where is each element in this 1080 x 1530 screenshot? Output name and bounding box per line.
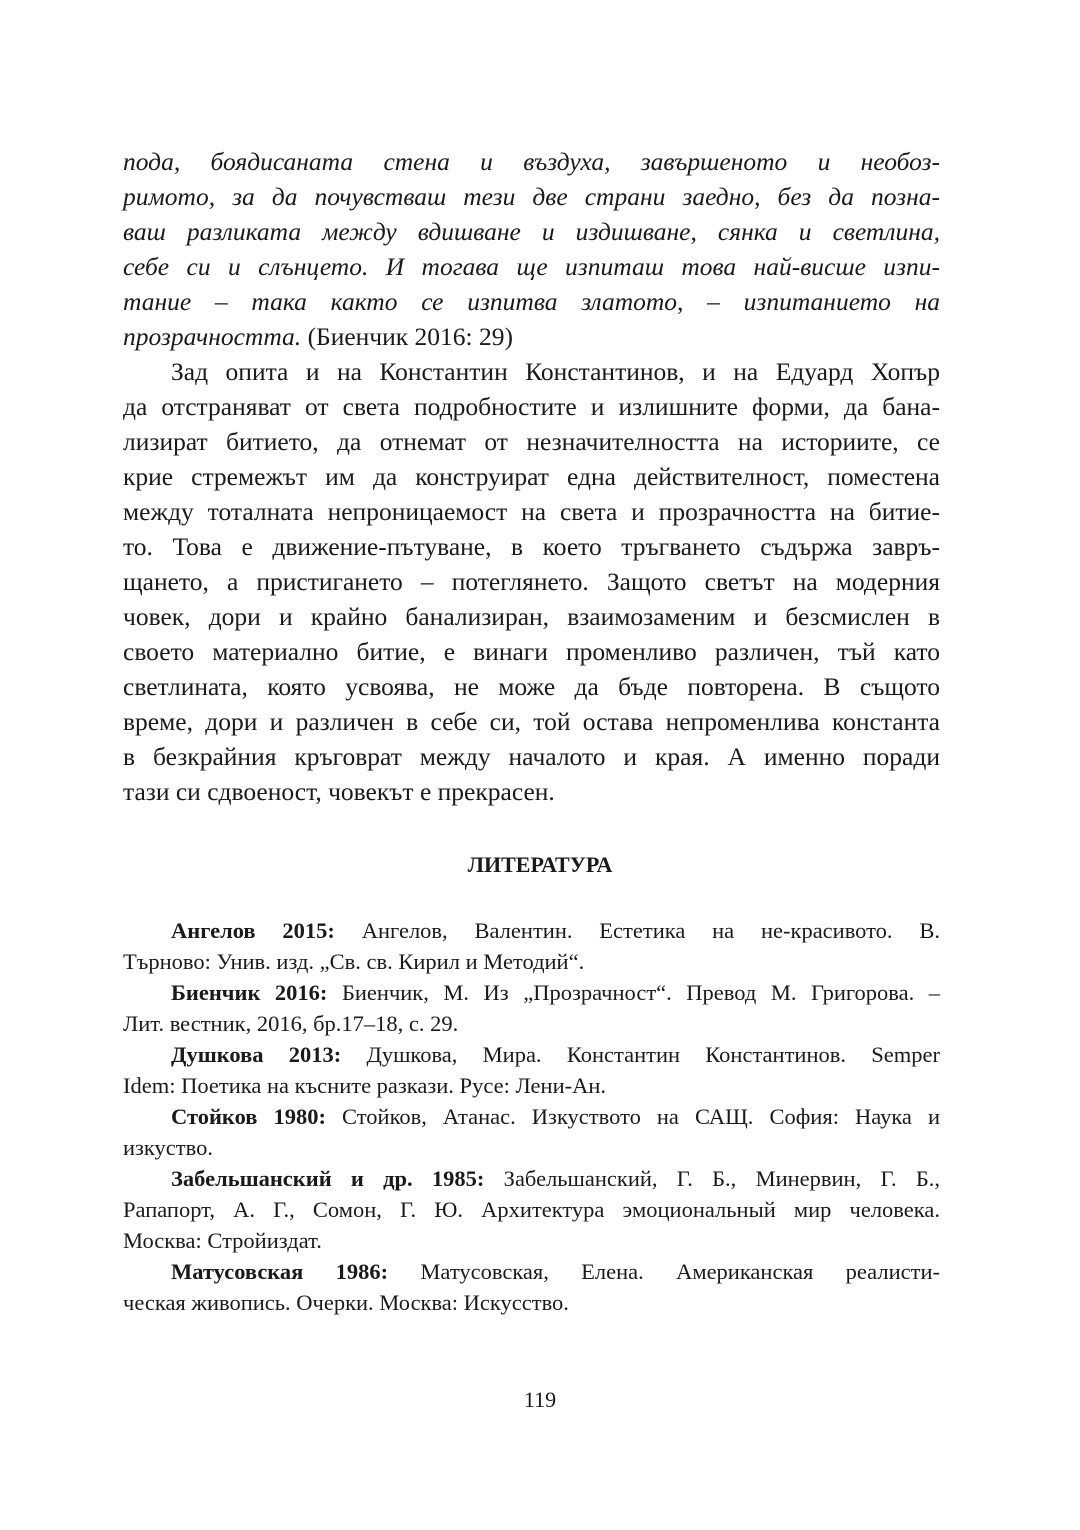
quote-line: тание – така както се изпитва златото, – изпитанието на — [123, 287, 940, 316]
reference-line: ческая живопись. Очерки. Москва: Искусство. — [123, 1290, 569, 1315]
quote-citation: (Биенчик 2016: 29) — [301, 322, 513, 351]
paragraph-line: между тоталната непроницаемост на света и прозрачността на битие- — [123, 497, 940, 526]
reference-line: Idem: Поетика на късните разкази. Русе: Лени-Ан. — [123, 1073, 607, 1098]
quote-line: ваш разликата между вдишване и издишване, сянка и светлина, — [123, 217, 940, 246]
reference-first-line — [171, 1163, 940, 1194]
paragraph-line: своето материално битие, е винаги променливо различен, тъй като — [123, 637, 940, 666]
reference-text: Ангелов, Валентин. Естетика на не-красивото. В. — [334, 918, 940, 943]
paragraph-line: Зад опита и на Константин Константинов, и на Едуард Хопър — [171, 357, 940, 386]
reference-text: Стойков, Атанас. Изкуството на САЩ. София: Наука и — [325, 1104, 940, 1129]
quote-last-line — [123, 319, 940, 354]
reference-text: Забельшанский, Г. Б., Минервин, Г. Б., — [484, 1166, 940, 1191]
paragraph-line: в безкрайния кръговрат между началото и края. А именно поради — [123, 742, 940, 771]
paragraph-line: крие стремежът им да конструират една действителност, поместена — [123, 462, 940, 491]
paragraph-line: щането, а пристигането – потеглянето. Защото светът на модерния — [123, 567, 940, 596]
quote-line: себе си и слънцето. И тогава ще изпиташ това най-висше изпи- — [123, 252, 940, 281]
section-heading: ЛИТЕРАТУРА — [467, 852, 613, 877]
paragraph-line: човек, дори и крайно банализиран, взаимозаменим и безсмислен в — [123, 602, 940, 631]
reference-line: Търново: Унив. изд. „Св. св. Кирил и Методий“. — [123, 949, 585, 974]
paragraph-line: то. Това е движение-пътуване, в което тръгването съдържа завръ- — [123, 532, 940, 561]
reference-line: Лит. вестник, 2016, бр.17–18, с. 29. — [123, 1011, 459, 1036]
reference-key: Биенчик 2016: — [171, 980, 328, 1005]
paragraph-line: да отстраняват от света подробностите и излишните форми, да бана- — [123, 392, 940, 421]
reference-line: изкуство. — [123, 1135, 213, 1160]
reference-text: Душкова, Мира. Константин Константинов. Semper — [341, 1042, 940, 1067]
reference-text: Матусовская, Елена. Американская реалисти- — [388, 1259, 940, 1284]
quote-line: пода, боядисаната стена и въздуха, завършеното и необоз- — [123, 147, 940, 176]
reference-first-line — [171, 1039, 940, 1070]
reference-key: Душкова 2013: — [171, 1042, 342, 1067]
reference-key: Забельшанский и др. 1985: — [171, 1166, 485, 1191]
reference-first-line — [171, 915, 940, 946]
reference-first-line — [171, 977, 940, 1008]
paragraph-line: тази си сдвоеност, човекът е прекрасен. — [123, 777, 555, 806]
quote-last-italic: прозрачността. — [123, 322, 302, 351]
page-number: 119 — [523, 1387, 557, 1412]
paragraph-line: време, дори и различен в себе си, той остава непроменлива константа — [123, 707, 940, 736]
reference-first-line — [171, 1256, 940, 1287]
paragraph-line: лизират битието, да отнемат от незначителността на историите, се — [123, 427, 940, 456]
reference-key: Матусовская 1986: — [171, 1259, 389, 1284]
reference-first-line — [171, 1101, 940, 1132]
reference-text: Биенчик, М. Из „Прозрачност“. Превод М. Григорова. – — [327, 980, 940, 1005]
reference-line: Рапапорт, А. Г., Сомон, Г. Ю. Архитектура эмоциональный мир человека. — [123, 1197, 940, 1222]
reference-key: Ангелов 2015: — [171, 918, 335, 943]
reference-key: Стойков 1980: — [171, 1104, 326, 1129]
quote-line: римото, за да почувстваш тези две страни заедно, без да позна- — [123, 182, 940, 211]
paragraph-line: светлината, която усвоява, не може да бъде повторена. В същото — [123, 672, 940, 701]
reference-line: Москва: Стройиздат. — [123, 1228, 322, 1253]
